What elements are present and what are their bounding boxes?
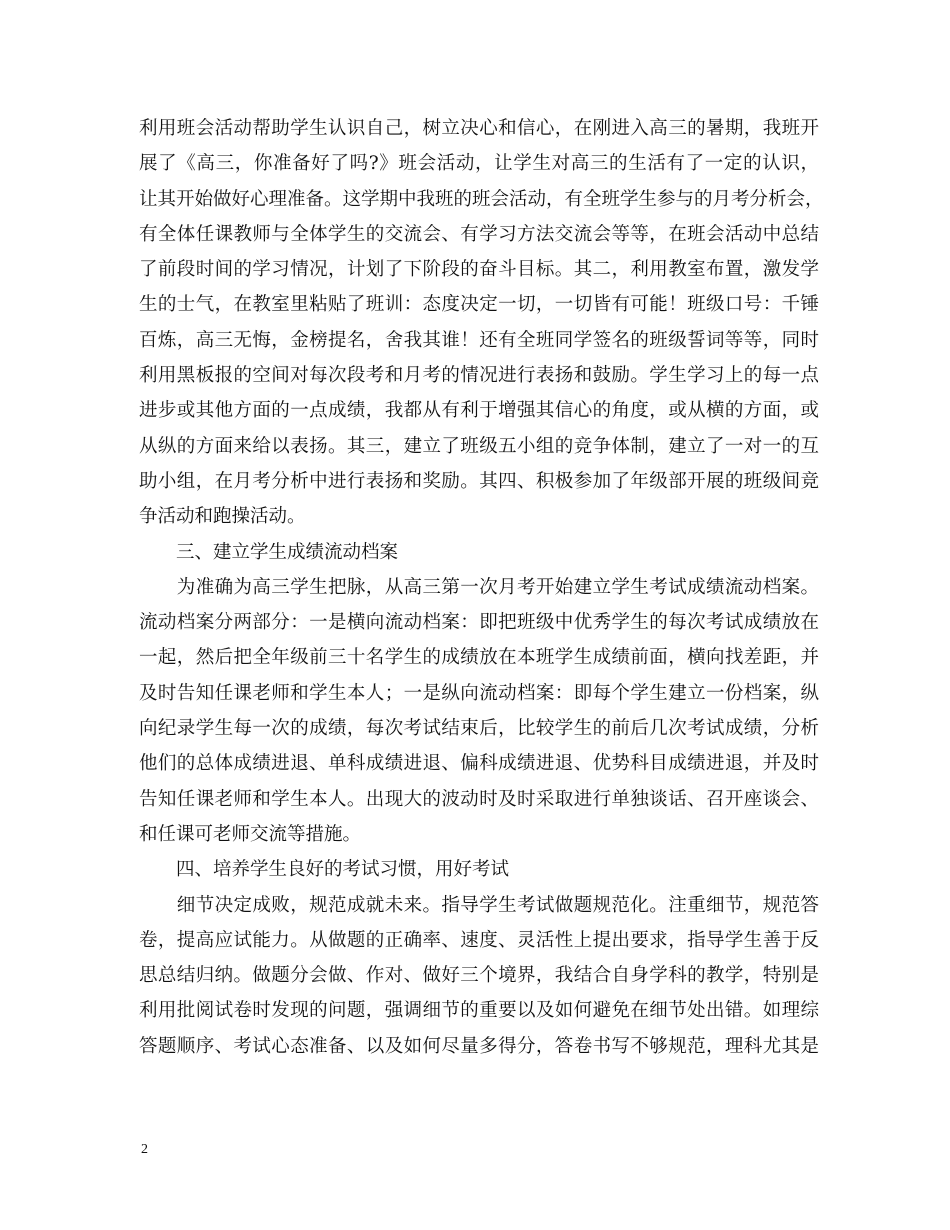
body-text	[139, 111, 824, 1064]
section-heading: 三、建立学生成绩流动档案	[139, 541, 399, 563]
text-line: 流动档案分两部分：一是横向流动档案：即把班级中优秀学生的每次考试成绩放在	[139, 612, 819, 634]
text-line: 一起，然后把全年级前三十名学生的成绩放在本班学生成绩前面，横向找差距，并	[139, 647, 819, 669]
text-line: 卷，提高应试能力。从做题的正确率、速度、灵活性上提出要求，指导学生善于反	[139, 929, 819, 951]
text-line: 利用批阅试卷时发现的问题，强调细节的重要以及如何避免在细节处出错。如理综	[139, 1000, 819, 1022]
text-line: 利用班会活动帮助学生认识自己，树立决心和信心，在刚进入高三的暑期，我班开	[139, 118, 819, 139]
text-line: 思总结归纳。做题分会做、作对、做好三个境界，我结合自身学科的教学，特别是	[139, 965, 819, 987]
text-line: 有全体任课教师与全体学生的交流会、有学习方法交流会等等，在班会活动中总结	[139, 223, 819, 245]
text-line: 进步或其他方面的一点成绩，我都从有利于增强其信心的角度，或从横的方面，或	[139, 400, 819, 422]
page-number: 2	[141, 1142, 148, 1157]
text-line: 和任课可老师交流等措施。	[139, 823, 362, 845]
text-line: 让其开始做好心理准备。这学期中我班的班会活动，有全班学生参与的月考分析会，	[139, 188, 824, 210]
text-line: 利用黑板报的空间对每次段考和月考的情况进行表扬和鼓励。学生学习上的每一点	[139, 365, 819, 387]
text-line: 从纵的方面来给以表扬。其三，建立了班级五小组的竞争体制，建立了一对一的互	[139, 435, 819, 457]
text-line: 细节决定成败，规范成就未来。指导学生考试做题规范化。注重细节，规范答	[139, 894, 819, 916]
text-line: 及时告知任课老师和学生本人；一是纵向流动档案：即每个学生建立一份档案，纵	[139, 682, 819, 704]
text-line: 答题顺序、考试心态准备、以及如何尽量多得分，答卷书写不够规范，理科尤其是	[139, 1035, 819, 1057]
text-line: 为准确为高三学生把脉，从高三第一次月考开始建立学生考试成绩流动档案。	[139, 576, 819, 598]
text-line: 百炼，高三无悔，金榜提名，舍我其谁！还有全班同学签名的班级誓词等等，同时	[139, 329, 819, 351]
text-line: 告知任课老师和学生本人。出现大的波动时及时采取进行单独谈话、召开座谈会、	[139, 788, 819, 810]
text-line: 生的士气，在教室里粘贴了班训：态度决定一切，一切皆有可能！班级口号：千锤	[139, 294, 819, 316]
text-line: 了前段时间的学习情况，计划了下阶段的奋斗目标。其二，利用教室布置，激发学	[139, 259, 819, 281]
text-line: 争活动和跑操活动。	[139, 506, 306, 528]
text-line: 向纪录学生每一次的成绩，每次考试结束后，比较学生的前后几次考试成绩，分析	[139, 718, 819, 740]
text-line: 助小组，在月考分析中进行表扬和奖励。其四、积极参加了年级部开展的班级间竞	[139, 470, 819, 492]
section-heading: 四、培养学生良好的考试习惯，用好考试	[139, 859, 510, 881]
text-line: 他们的总体成绩进退、单科成绩进退、偏科成绩进退、优势科目成绩进退，并及时	[139, 753, 819, 775]
text-line: 展了《高三，你准备好了吗?》班会活动，让学生对高三的生活有了一定的认识，	[139, 153, 819, 175]
